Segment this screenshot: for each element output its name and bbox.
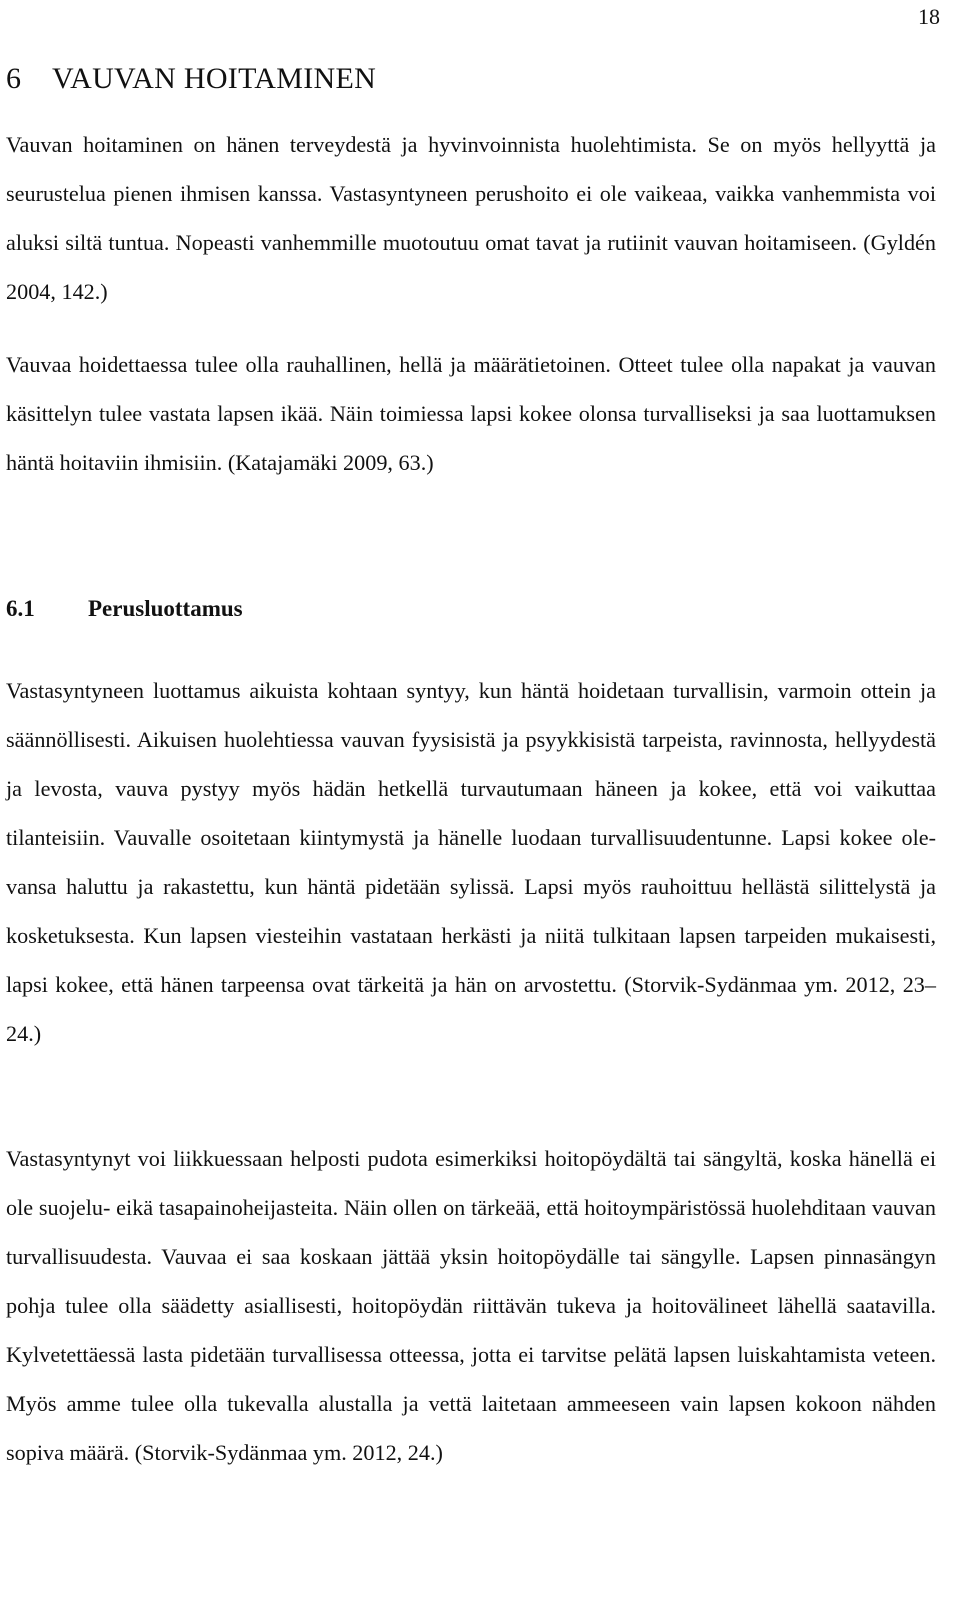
page-number: 18 [918,4,940,29]
chapter-title-text: VAUVAN HOITAMINEN [52,62,377,95]
chapter-number: 6 [6,62,22,95]
paragraph-handling: Vauvaa hoidettaessa tulee olla rauhallinen, hellä ja määrätietoinen. Otteet tulee olla napakat ja vauvan käsittelyn tulee vastata lapsen ikää. Näin toimiessa lapsi kokee olonsa turvalliseksi ja saa luottamuksen häntä hoitaviin ihmisiin. (Katajamäki 2009, 63.) [6,352,936,475]
paragraph-intro: Vauvan hoitaminen on hänen terveydestä ja hyvinvoinnista huolehtimista. Se on myös hellyyttä ja seurustelua pienen ihmisen kanssa. Vastasyntyneen perushoito ei ole vaikeaa, vaikka vanhemmista voi aluksi siltä tuntua. Nopeasti vanhemmille muotoutuu omat tavat ja rutiinit vauvan hoitamiseen. (Gyldén 2004, 142.) [6,132,936,304]
section-number: 6.1 [6,596,35,621]
chapter-title [6,62,376,96]
section-title [6,596,243,622]
paragraph-trust: Vastasyntyneen luottamus aikuista kohtaan syntyy, kun häntä hoidetaan turvallisin, varmoin ottein ja säännöllisesti. Aikuisen huolehtiessa vauvan fyysisistä ja psyykkisistä tarpeista, ravinnosta, hellyydestä ja levosta, vauva pystyy myös hädän hetkellä turvautumaan häneen ja kokee, että voi vaikuttaa tilanteisiin. Vauvalle osoitetaan kiintymystä ja hänelle luodaan turvallisuudentunne. Lapsi kokee olevansa haluttu ja rakastettu, kun häntä pidetään sylissä. Lapsi myös rauhoittuu hellästä silittelystä ja kosketuksesta. Kun lapsen viesteihin vastataan herkästi ja niitä tulkitaan lapsen tarpeiden mukaisesti, lapsi kokee, että hänen tarpeensa ovat tärkeitä ja hän on arvostettu. (Storvik-Sydänmaa ym. 2012, 23–24.) [6,678,936,1046]
paragraph-safety: Vastasyntynyt voi liikkuessaan helposti pudota esimerkiksi hoitopöydältä tai sängyltä, koska hänellä ei ole suojelu- eikä tasapainoheijasteita. Näin ollen on tärkeää, että hoitoympäristössä huolehditaan vauvan turvallisuudesta. Vauvaa ei saa koskaan jättää yksin hoitopöydälle tai sängylle. Lapsen pinnasängyn pohja tulee olla säädetty asiallisesti, hoitopöydän riittävän tukeva ja hoitovälineet lähellä saatavilla. Kylvetettäessä lasta pidetään turvallisessa otteessa, jotta ei tarvitse pelätä lapsen luiskahtamista veteen. Myös amme tulee olla tukevalla alustalla ja vettä laitetaan ammeeseen vain lapsen kokoon nähden sopiva määrä. (Storvik-Sydänmaa ym. 2012, 24.) [6,1146,936,1465]
section-title-text: Perusluottamus [88,596,243,621]
